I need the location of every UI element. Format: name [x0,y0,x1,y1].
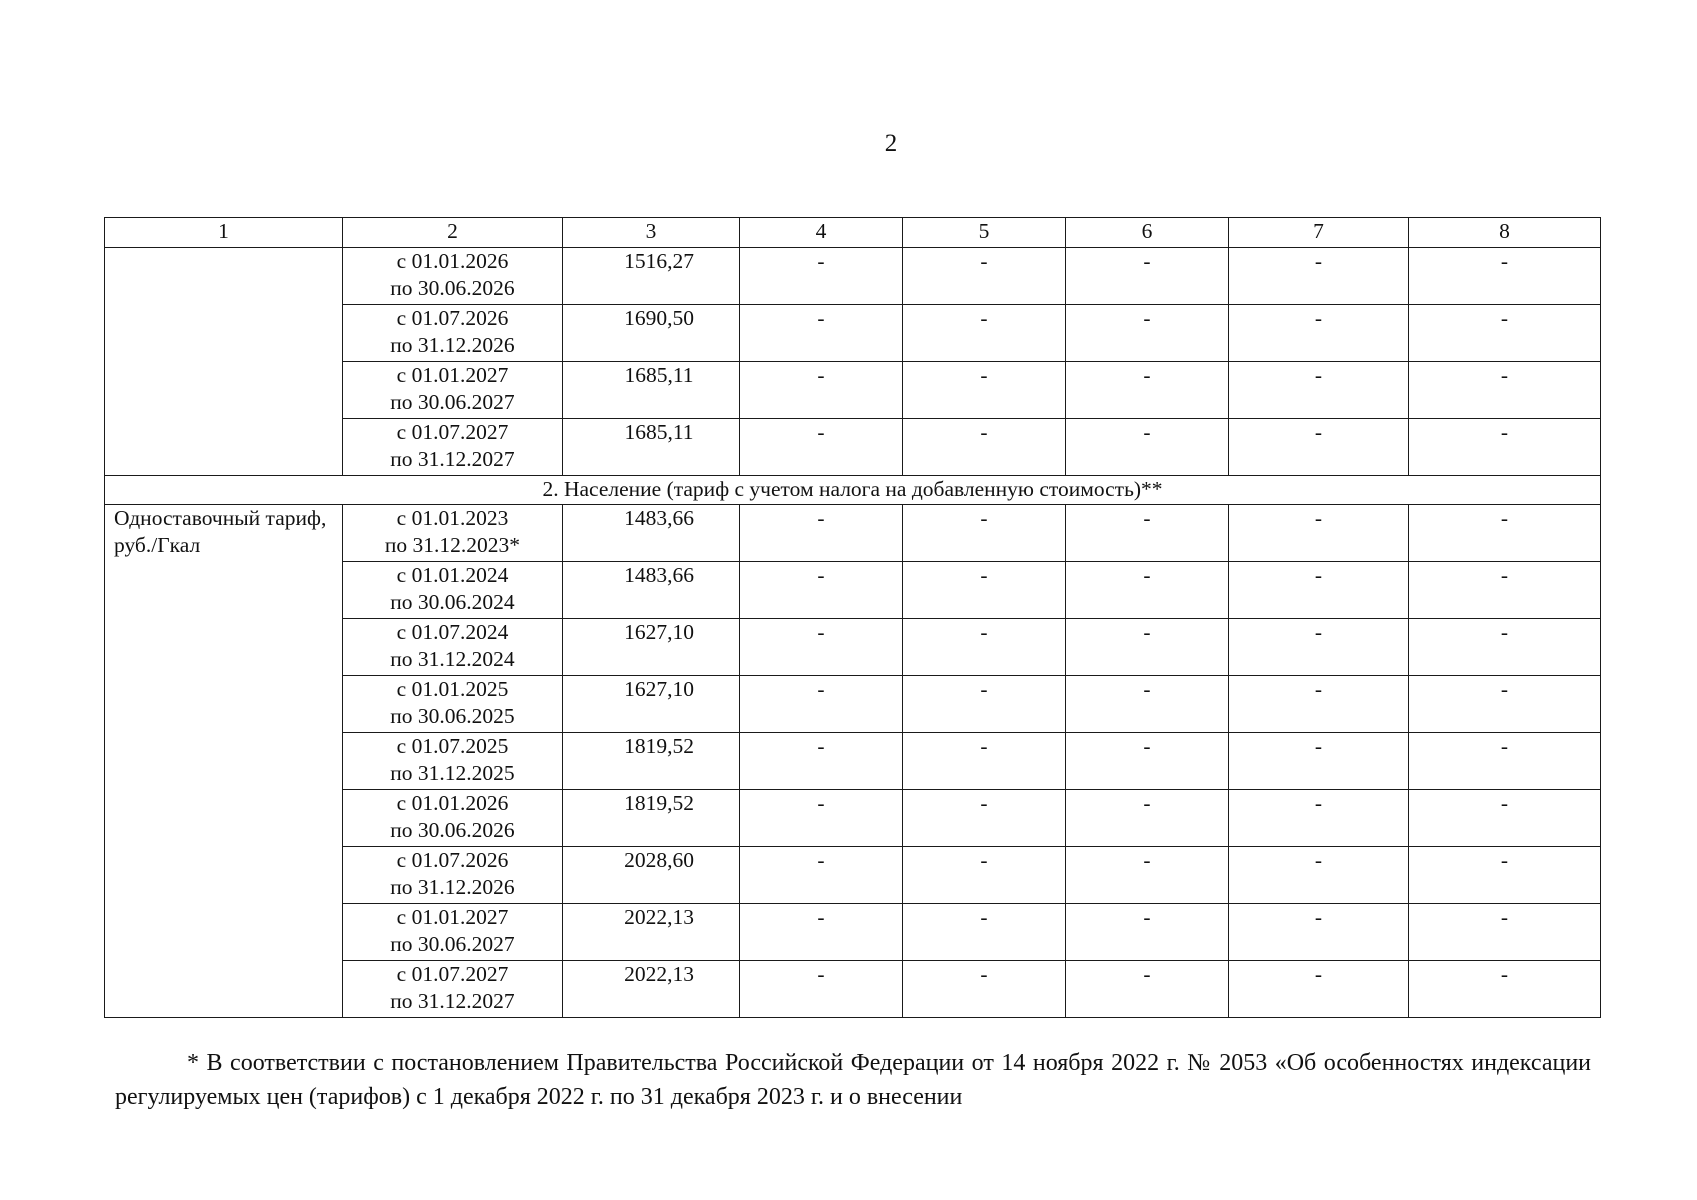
empty-value-cell: - [740,733,903,790]
empty-value-cell: - [1066,562,1229,619]
period-cell [343,904,563,961]
empty-value-cell: - [740,961,903,1018]
table-row [105,505,1601,562]
empty-value-cell: - [1409,847,1601,904]
period-cell [343,419,563,476]
period-cell [343,676,563,733]
period-end: по 30.06.2026 [390,276,515,300]
empty-value-cell: - [1409,505,1601,562]
empty-value-cell: - [740,248,903,305]
column-number-row [105,218,1601,248]
period-end: по 31.12.2027 [390,447,515,471]
empty-value-cell: - [903,904,1066,961]
period-start: с 01.07.2024 [396,620,509,644]
empty-value-cell: - [903,676,1066,733]
section-row [105,476,1601,505]
empty-value-cell: - [1066,733,1229,790]
period-start: с 01.07.2026 [396,306,509,330]
empty-value-cell: - [1229,362,1409,419]
empty-value-cell: - [903,562,1066,619]
footnote: * В соответствии с постановлением Правительства Российской Федерации от 14 ноября 2022 г. № 2053 «Об особенностях индексации регулируемых цен (тарифов) с 1 декабря 2022 г. по 31 декабря 2023 г. и о внесении [115,1050,1591,1110]
column-number: 2 [343,218,563,248]
empty-value-cell: - [1409,733,1601,790]
empty-value-cell: - [1229,847,1409,904]
period-start: с 01.01.2023 [396,506,509,530]
empty-value-cell: - [1229,305,1409,362]
empty-value-cell: - [740,562,903,619]
period-end: по 31.12.2027 [390,989,515,1013]
tariff-value: 2022,13 [563,961,740,1018]
empty-value-cell: - [1409,790,1601,847]
empty-value-cell: - [1066,847,1229,904]
column-number: 7 [1229,218,1409,248]
tariff-value: 1627,10 [563,619,740,676]
empty-value-cell: - [903,790,1066,847]
empty-value-cell: - [1066,248,1229,305]
empty-value-cell: - [1409,619,1601,676]
empty-value-cell: - [1409,305,1601,362]
column-number: 4 [740,218,903,248]
empty-value-cell: - [1409,248,1601,305]
period-end: по 31.12.2025 [390,761,515,785]
tariff-value: 1516,27 [563,248,740,305]
empty-value-cell: - [1066,619,1229,676]
column-number: 8 [1409,218,1601,248]
empty-value-cell: - [903,362,1066,419]
empty-value-cell: - [1229,961,1409,1018]
group-a-rows [105,248,1601,476]
empty-value-cell: - [740,619,903,676]
empty-value-cell: - [1066,961,1229,1018]
tariff-value: 1483,66 [563,562,740,619]
period-cell [343,961,563,1018]
tariff-value: 1685,11 [563,362,740,419]
empty-value-cell: - [1409,419,1601,476]
group-b-rows [105,505,1601,1018]
period-end: по 31.12.2026 [390,875,515,899]
table-row [105,248,1601,305]
period-end: по 31.12.2026 [390,333,515,357]
empty-value-cell: - [1066,419,1229,476]
empty-value-cell: - [1409,362,1601,419]
period-end: по 31.12.2024 [390,647,515,671]
period-cell [343,248,563,305]
period-end: по 30.06.2027 [390,390,515,414]
period-end: по 30.06.2026 [390,818,515,842]
period-cell [343,733,563,790]
page-number: 2 [884,130,898,157]
period-start: с 01.07.2027 [396,420,509,444]
empty-value-cell: - [1229,904,1409,961]
period-start: с 01.01.2025 [396,677,509,701]
period-cell [343,619,563,676]
period-end: по 30.06.2025 [390,704,515,728]
tariff-value: 1819,52 [563,733,740,790]
tariff-value: 2028,60 [563,847,740,904]
empty-value-cell: - [903,419,1066,476]
period-start: с 01.01.2027 [396,905,509,929]
empty-value-cell: - [740,505,903,562]
period-cell [343,305,563,362]
empty-value-cell: - [1229,790,1409,847]
empty-value-cell: - [903,305,1066,362]
empty-value-cell: - [1229,562,1409,619]
tariff-type-label [105,248,343,476]
tariff-value: 1690,50 [563,305,740,362]
empty-value-cell: - [740,790,903,847]
empty-value-cell: - [740,362,903,419]
period-cell [343,562,563,619]
period-start: с 01.01.2026 [396,791,509,815]
period-cell [343,790,563,847]
empty-value-cell: - [903,505,1066,562]
period-cell [343,505,563,562]
empty-value-cell: - [1066,362,1229,419]
empty-value-cell: - [1409,562,1601,619]
empty-value-cell: - [903,961,1066,1018]
empty-value-cell: - [740,305,903,362]
empty-value-cell: - [740,847,903,904]
tariff-type-label: Одноставочный тариф, руб./Гкал [105,505,343,1018]
period-cell [343,847,563,904]
period-end: по 31.12.2023* [384,533,521,557]
period-end: по 30.06.2027 [390,932,515,956]
empty-value-cell: - [1066,505,1229,562]
empty-value-cell: - [903,248,1066,305]
period-start: с 01.07.2027 [396,962,509,986]
empty-value-cell: - [1066,790,1229,847]
empty-value-cell: - [740,419,903,476]
period-cell [343,362,563,419]
empty-value-cell: - [903,847,1066,904]
empty-value-cell: - [1229,248,1409,305]
column-number: 6 [1066,218,1229,248]
period-start: с 01.07.2025 [396,734,509,758]
period-start: с 01.01.2024 [396,563,509,587]
empty-value-cell: - [1066,305,1229,362]
period-start: с 01.01.2027 [396,363,509,387]
empty-value-cell: - [1409,904,1601,961]
column-number: 3 [563,218,740,248]
tariff-value: 1685,11 [563,419,740,476]
empty-value-cell: - [903,733,1066,790]
column-number: 1 [105,218,343,248]
empty-value-cell: - [1229,619,1409,676]
empty-value-cell: - [1229,676,1409,733]
period-start: с 01.01.2026 [396,249,509,273]
empty-value-cell: - [1409,676,1601,733]
period-end: по 30.06.2024 [390,590,515,614]
empty-value-cell: - [1229,419,1409,476]
empty-value-cell: - [740,904,903,961]
empty-value-cell: - [740,676,903,733]
column-number: 5 [903,218,1066,248]
empty-value-cell: - [903,619,1066,676]
empty-value-cell: - [1066,676,1229,733]
empty-value-cell: - [1409,961,1601,1018]
empty-value-cell: - [1229,733,1409,790]
empty-value-cell: - [1066,904,1229,961]
tariff-value: 2022,13 [563,904,740,961]
tariff-value: 1483,66 [563,505,740,562]
period-start: с 01.07.2026 [396,848,509,872]
tariff-table [104,217,1601,1018]
tariff-value: 1819,52 [563,790,740,847]
tariff-value: 1627,10 [563,676,740,733]
empty-value-cell: - [1229,505,1409,562]
section-title: 2. Население (тариф с учетом налога на добавленную стоимость)** [105,476,1601,505]
